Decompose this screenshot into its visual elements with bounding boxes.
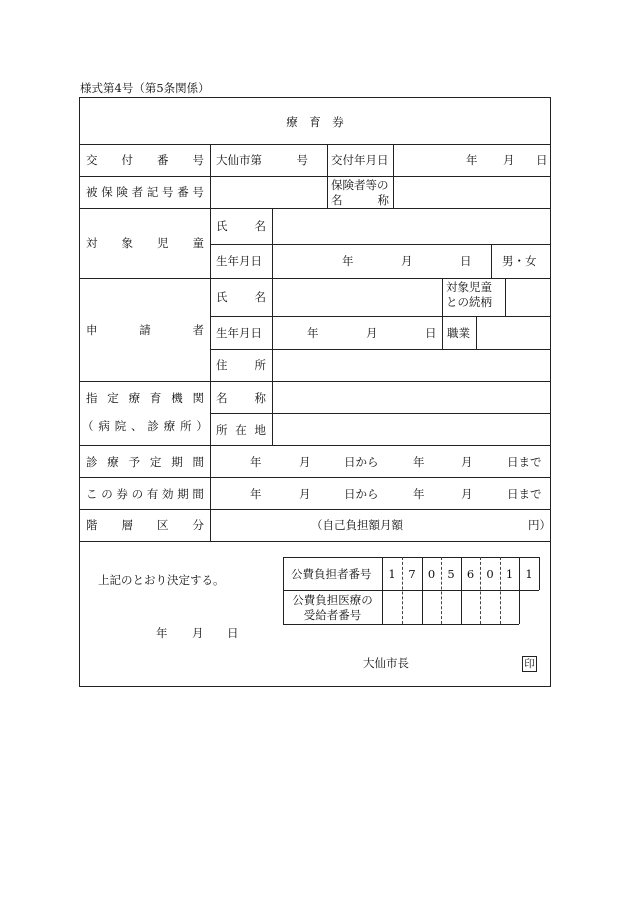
applicant-birth-day[interactable]: 日 [425, 326, 437, 340]
divider [80, 477, 550, 478]
decision-text: 上記のとおり決定する。 [98, 573, 225, 587]
divider [80, 278, 550, 279]
relation-label-2: との続柄 [446, 295, 492, 309]
applicant-birth-month[interactable]: 月 [366, 326, 378, 340]
issue-date-day[interactable]: 日 [536, 153, 548, 167]
issue-date-year[interactable]: 年 [466, 153, 478, 167]
child-birth-month[interactable]: 月 [401, 254, 413, 268]
divider [505, 278, 506, 316]
applicant-name-label: 氏 名 [216, 290, 266, 304]
divider [283, 624, 519, 625]
divider [393, 144, 394, 208]
treatment-period-label: 診 療 予 定 期 間 [86, 455, 204, 469]
seal-mark: 印 [522, 656, 537, 672]
child-sex[interactable]: 男・女 [502, 254, 537, 268]
divider [539, 557, 540, 590]
job-label: 職業 [447, 326, 470, 340]
decision-date-day[interactable]: 日 [227, 626, 239, 640]
period-value[interactable]: 年 [250, 487, 262, 501]
divider [210, 413, 550, 414]
period-value[interactable]: 年 [413, 487, 425, 501]
insurer-name-label-1: 保険者等の [331, 178, 389, 192]
period-value[interactable]: 日から [344, 455, 379, 469]
issue-date-label: 交付年月日 [331, 153, 389, 167]
divider [80, 208, 550, 209]
copay-amount-suffix: 円） [528, 518, 551, 532]
period-value[interactable]: 年 [250, 455, 262, 469]
insurer-name-label-2: 名 称 [331, 193, 389, 207]
issue-number-value[interactable]: 大仙市第 号 [216, 153, 308, 167]
issue-number-label: 交 付 番 号 [86, 153, 204, 167]
period-value[interactable]: 月 [461, 455, 473, 469]
applicant-group-label: 申 請 者 [86, 323, 204, 337]
recipient-number-label-2: 受給者番号 [303, 608, 362, 622]
divider [327, 144, 328, 208]
payer-digit[interactable]: 0 [486, 567, 494, 581]
period-value[interactable]: 日から [344, 487, 379, 501]
form-caption: 様式第4号（第5条関係） [80, 81, 210, 95]
copay-amount-prefix: （自己負担額月額 [311, 518, 403, 532]
facility-label-1: 指 定 療 育 機 関 [86, 391, 204, 405]
payer-digit[interactable]: 1 [388, 567, 396, 581]
divider [80, 445, 550, 446]
payer-digit[interactable]: 1 [525, 567, 533, 581]
period-value[interactable]: 日まで [507, 487, 542, 501]
divider [272, 208, 273, 445]
divider [476, 316, 477, 349]
applicant-birth-label: 生年月日 [216, 326, 262, 340]
recipient-number-label-1: 公費負担医療の [292, 593, 373, 607]
divider [80, 541, 550, 542]
relation-label-1: 対象児童 [446, 280, 492, 294]
divider [80, 144, 550, 145]
period-value[interactable]: 月 [461, 487, 473, 501]
divider [210, 316, 550, 317]
decision-date-month[interactable]: 月 [192, 626, 204, 640]
facility-label-2: （ 病 院 、 診 療 所 ） [82, 419, 208, 433]
payer-digit[interactable]: 5 [447, 567, 455, 581]
divider [210, 244, 550, 245]
divider [80, 509, 550, 510]
child-name-label: 氏 名 [216, 219, 266, 233]
facility-name-label: 名 称 [216, 391, 266, 405]
form-title: 療 育 券 [286, 115, 344, 129]
child-birth-day[interactable]: 日 [460, 254, 472, 268]
payer-digit[interactable]: 6 [466, 567, 475, 581]
payer-digit[interactable]: 0 [427, 567, 436, 581]
divider [210, 144, 211, 541]
payer-digit[interactable]: 1 [505, 567, 514, 581]
income-tier-label: 階 層 区 分 [86, 518, 204, 532]
insured-number-label: 被 保 険 者 記 号 番 号 [86, 185, 204, 199]
period-value[interactable]: 月 [299, 455, 311, 469]
divider [80, 381, 550, 382]
applicant-birth-year[interactable]: 年 [307, 326, 319, 340]
address-label: 住 所 [216, 358, 266, 372]
divider [491, 244, 492, 278]
divider [210, 349, 550, 350]
payer-digit[interactable]: 7 [408, 567, 416, 581]
child-birth-year[interactable]: 年 [342, 254, 354, 268]
child-birth-label: 生年月日 [216, 254, 262, 268]
period-value[interactable]: 年 [413, 455, 425, 469]
issue-date-month[interactable]: 月 [503, 153, 515, 167]
divider [80, 176, 550, 177]
payer-number-label: 公費負担者番号 [291, 567, 372, 581]
issuer-title: 大仙市長 [363, 656, 409, 670]
divider [442, 278, 443, 349]
decision-date-year[interactable]: 年 [156, 626, 168, 640]
facility-location-label: 所 在 地 [216, 423, 266, 437]
period-value[interactable]: 日まで [507, 455, 542, 469]
period-value[interactable]: 月 [299, 487, 311, 501]
validity-period-label: こ の 券 の 有 効 期 間 [86, 487, 204, 501]
medical-care-certificate-form [79, 97, 551, 687]
child-group-label: 対 象 児 童 [86, 236, 204, 250]
